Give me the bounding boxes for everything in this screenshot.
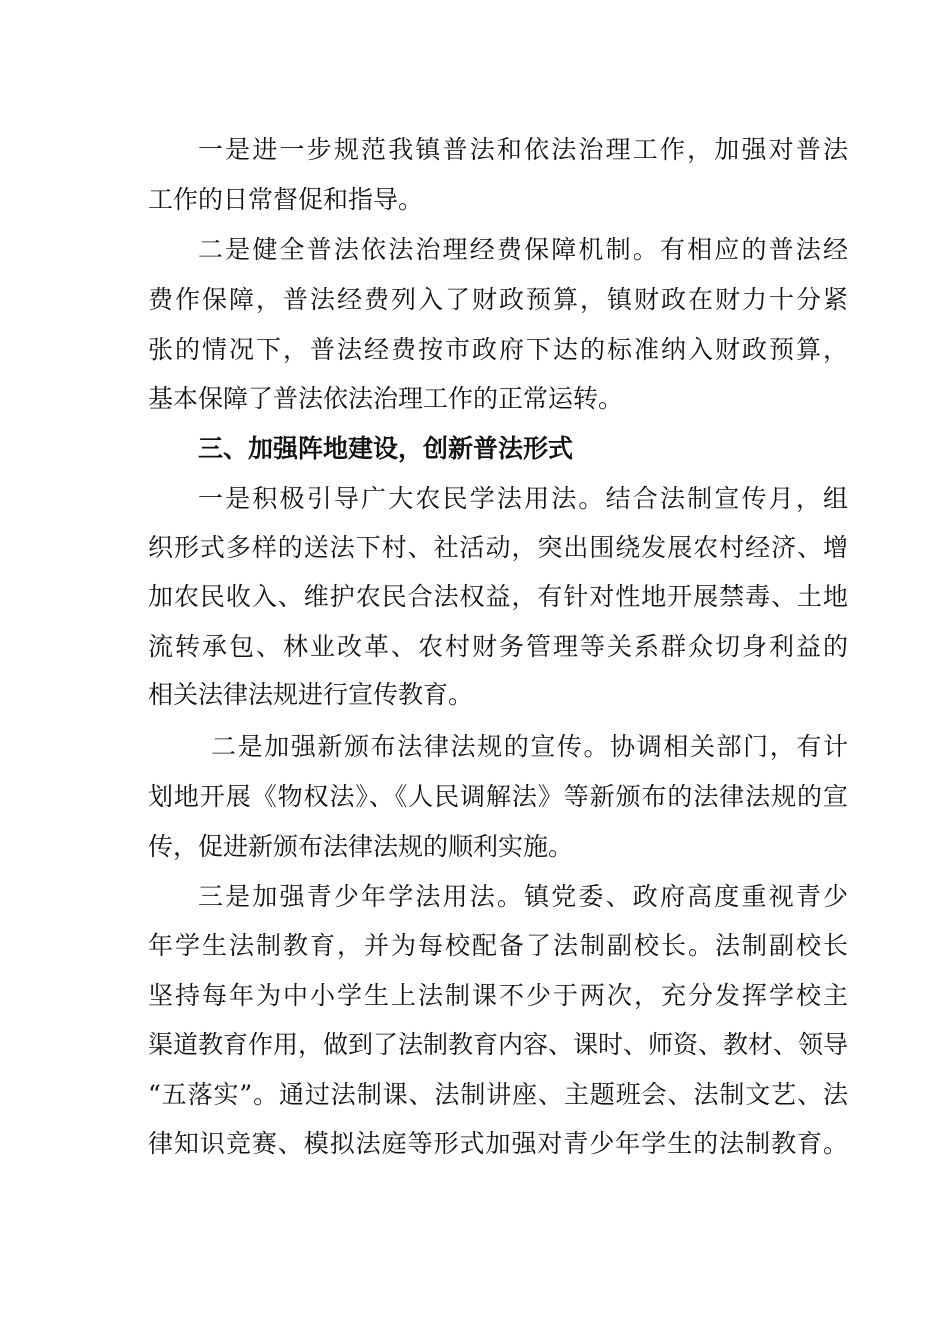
- paragraph-5-line-3: 坚持每年为中小学生上法制课不少于两次，充分发挥学校主: [148, 981, 848, 1010]
- paragraph-3-line-3: 加农民收入、维护农民合法权益，有针对性地开展禁毒、土地: [148, 582, 848, 611]
- paragraph-2-line-3: 张的情况下，普法经费按市政府下达的标准纳入财政预算，: [148, 335, 848, 364]
- paragraph-4-line-3: 传，促进新颁布法律法规的顺利实施。: [148, 832, 574, 861]
- paragraph-5-line-6: 律知识竞赛、模拟法庭等形式加强对青少年学生的法制教育。: [148, 1129, 848, 1158]
- paragraph-3-line-2: 织形式多样的送法下村、社活动，突出围绕发展农村经济、增: [148, 533, 848, 562]
- paragraph-5-line-1: 三是加强青少年学法用法。镇党委、政府高度重视青少: [198, 882, 848, 911]
- paragraph-2-line-2: 费作保障，普法经费列入了财政预算，镇财政在财力十分紧: [148, 285, 848, 314]
- section-heading: 三、加强阵地建设，创新普法形式: [198, 434, 574, 463]
- paragraph-3-line-5: 相关法律法规进行宣传教育。: [148, 680, 474, 709]
- paragraph-1-line-1: 一是进一步规范我镇普法和依法治理工作，加强对普法: [198, 135, 848, 164]
- paragraph-4-line-1: 二是加强新颁布法律法规的宣传。协调相关部门，有计: [211, 732, 848, 761]
- paragraph-5-line-5: “五落实”。通过法制课、法制讲座、主题班会、法制文艺、法: [148, 1080, 848, 1109]
- paragraph-2-line-4: 基本保障了普法依法治理工作的正常运转。: [148, 384, 624, 413]
- paragraph-2-line-1: 二是健全普法依法治理经费保障机制。有相应的普法经: [198, 235, 848, 264]
- paragraph-3-line-4: 流转承包、林业改革、农村财务管理等关系群众切身利益的: [148, 632, 848, 661]
- paragraph-5-line-4: 渠道教育作用，做到了法制教育内容、课时、师资、教材、领导: [148, 1030, 849, 1059]
- paragraph-5-line-2: 年学生法制教育，并为每校配备了法制副校长。法制副校长: [148, 931, 848, 960]
- paragraph-4-line-2: 划地开展《物权法》、《人民调解法》等新颁布的法律法规的宣: [148, 782, 848, 811]
- paragraph-3-line-1: 一是积极引导广大农民学法用法。结合法制宣传月，组: [198, 484, 848, 513]
- paragraph-1-line-2: 工作的日常督促和指导。: [148, 185, 424, 214]
